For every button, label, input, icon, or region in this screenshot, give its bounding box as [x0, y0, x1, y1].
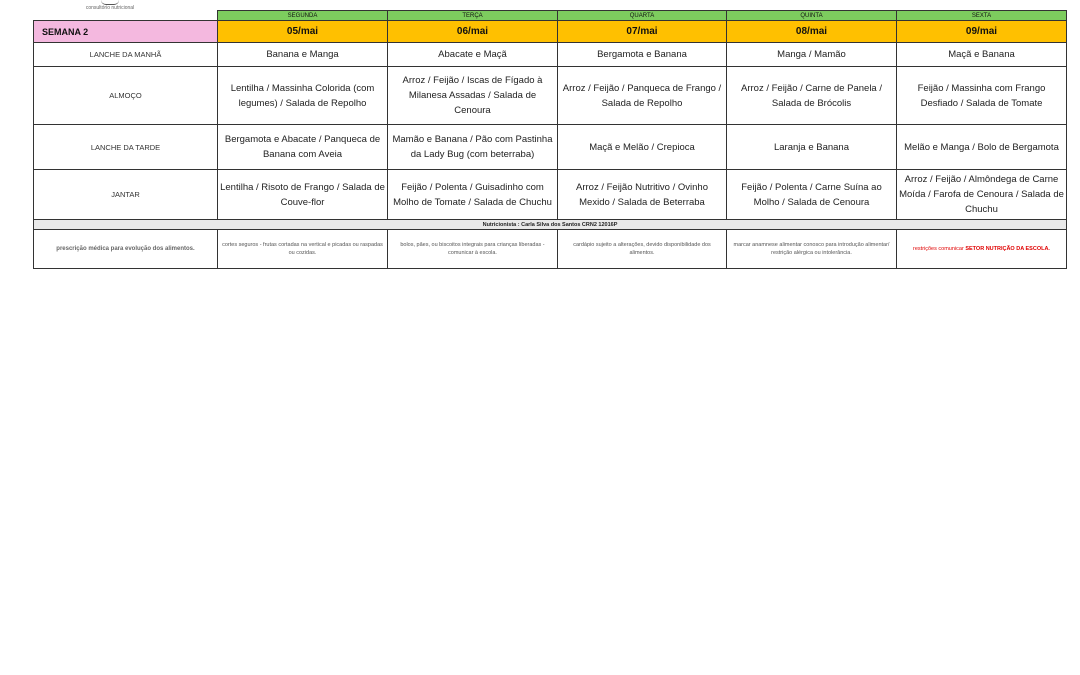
nutritionist-row: [34, 220, 1067, 230]
meal-cell: Maçã e Banana: [897, 43, 1067, 67]
weekly-menu-table: [33, 10, 1067, 269]
meal-cell: Maçã e Melão / Crepioca: [558, 125, 727, 170]
meal-cell: Mamão e Banana / Pão com Pastinha da Lady Bug (com beterraba): [388, 125, 558, 170]
day-name: QUINTA: [727, 11, 897, 21]
day-date: 05/mai: [218, 21, 388, 43]
meal-row-afternoon-snack: [34, 125, 1067, 170]
meal-cell: Laranja e Banana: [727, 125, 897, 170]
day-date: 09/mai: [897, 21, 1067, 43]
meal-cell: Arroz / Feijão / Panqueca de Frango / Salada de Repolho: [558, 67, 727, 125]
meal-cell: Banana e Manga: [218, 43, 388, 67]
day-name: SEXTA: [897, 11, 1067, 21]
note-restrictions-prefix: restrições comunicar: [913, 246, 966, 252]
week-label: SEMANA 2: [34, 21, 218, 43]
notes-label: prescrição médica para evolução dos alimentos.: [34, 230, 218, 269]
meal-label: LANCHE DA MANHÃ: [34, 43, 218, 67]
meal-cell: Feijão / Massinha com Frango Desfiado / Salada de Tomate: [897, 67, 1067, 125]
day-name: SEGUNDA: [218, 11, 388, 21]
day-name: TERÇA: [388, 11, 558, 21]
nutritionist-credit: Nutricionista : Carla Silva dos Santos CRN2 12016P: [34, 220, 1067, 230]
note-cell: bolos, pães, ou biscoitos integrais para crianças liberadas - comunicar à escola.: [388, 230, 558, 269]
note-cell: marcar anamnese alimentar conosco para introdução alimentar/ restrição alérgica ou intolerância.: [727, 230, 897, 269]
meal-cell: Arroz / Feijão Nutritivo / Ovinho Mexido / Salada de Beterraba: [558, 170, 727, 220]
weekday-header-row: [34, 11, 1067, 21]
day-date: 06/mai: [388, 21, 558, 43]
meal-cell: Feijão / Polenta / Carne Suína ao Molho / Salada de Cenoura: [727, 170, 897, 220]
date-header-row: [34, 21, 1067, 43]
meal-cell: Arroz / Feijão / Almôndega de Carne Moída / Farofa de Cenoura / Salada de Chuchu: [897, 170, 1067, 220]
logo-tagline: consultório nutricional: [85, 5, 135, 11]
meal-cell: Feijão / Polenta / Guisadinho com Molho de Tomate / Salada de Chuchu: [388, 170, 558, 220]
meal-label: JANTAR: [34, 170, 218, 220]
meal-cell: Lentilha / Risoto de Frango / Salada de Couve-flor: [218, 170, 388, 220]
meal-cell: Abacate e Maçã: [388, 43, 558, 67]
meal-cell: Lentilha / Massinha Colorida (com legumes) / Salada de Repolho: [218, 67, 388, 125]
meal-row-dinner: [34, 170, 1067, 220]
meal-cell: Melão e Manga / Bolo de Bergamota: [897, 125, 1067, 170]
meal-label: ALMOÇO: [34, 67, 218, 125]
meal-cell: Arroz / Feijão / Carne de Panela / Salada de Brócolis: [727, 67, 897, 125]
meal-cell: Arroz / Feijão / Iscas de Fígado à Milanesa Assadas / Salada de Cenoura: [388, 67, 558, 125]
meal-cell: Bergamota e Banana: [558, 43, 727, 67]
notes-row: [34, 230, 1067, 269]
blank-cell: [34, 11, 218, 21]
meal-row-lunch: [34, 67, 1067, 125]
meal-cell: Manga / Mamão: [727, 43, 897, 67]
day-date: 07/mai: [558, 21, 727, 43]
note-cell: cardápio sujeito a alterações, devido disponibilidade dos alimentos.: [558, 230, 727, 269]
meal-row-morning-snack: [34, 43, 1067, 67]
meal-label: LANCHE DA TARDE: [34, 125, 218, 170]
note-cell-restrictions: [897, 230, 1067, 269]
day-name: QUARTA: [558, 11, 727, 21]
meal-cell: Bergamota e Abacate / Panqueca de Banana com Aveia: [218, 125, 388, 170]
note-cell: cortes seguros - frutas cortadas na vertical e picadas ou raspadas ou cozidas.: [218, 230, 388, 269]
day-date: 08/mai: [727, 21, 897, 43]
note-restrictions-emphasis: SETOR NUTRIÇÃO DA ESCOLA.: [965, 246, 1050, 252]
